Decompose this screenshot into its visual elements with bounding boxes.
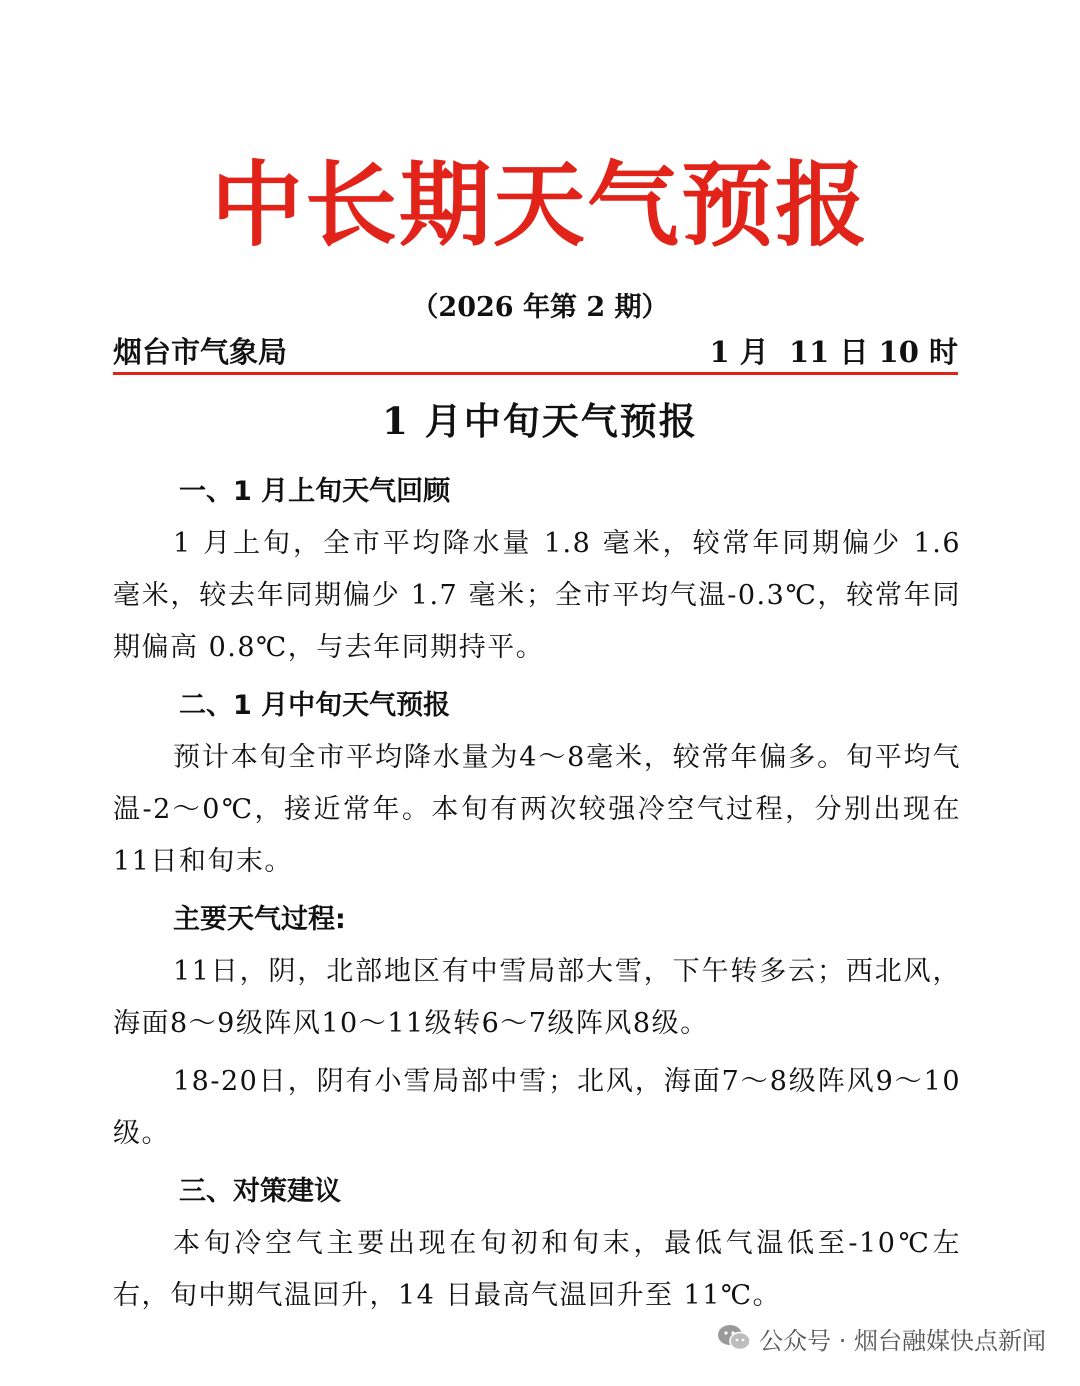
section-heading-advice: 三、对策建议 <box>179 1176 341 1207</box>
issue-number: （2026 年第 2 期） <box>411 292 669 323</box>
process-paragraph-1: 11日，阴，北部地区有中雪局部大雪，下午转多云；西北风，海面8～9级阵风10～11级转6～7级阵风8级。 <box>113 956 961 1039</box>
header-info-row <box>113 330 958 370</box>
wechat-icon <box>717 1323 751 1353</box>
section-heading-process: 主要天气过程: <box>173 904 346 935</box>
section-heading-review: 一、1 月上旬天气回顾 <box>179 476 451 507</box>
watermark-text: 公众号 · 烟台融媒快点新闻 <box>759 1326 1046 1355</box>
document-body <box>113 466 961 1322</box>
section-heading-forecast: 二、1 月中旬天气预报 <box>179 690 451 721</box>
document-title: 1 月中旬天气预报 <box>382 399 698 443</box>
issue-time: 1 月 11 日 10 时 <box>709 334 958 369</box>
watermark <box>717 1316 1046 1360</box>
process-paragraph-2: 18-20日，阴有小雪局部中雪；北风，海面7～8级阵风9～10级。 <box>113 1066 961 1149</box>
forecast-paragraph: 预计本旬全市平均降水量为4～8毫米，较常年偏多。旬平均气温-2～0℃，接近常年。本旬有两次较强冷空气过程，分别出现在11日和旬末。 <box>113 742 961 877</box>
review-paragraph: 1 月上旬，全市平均降水量 1.8 毫米，较常年同期偏少 1.6 毫米，较去年同期偏少 1.7 毫米；全市平均气温-0.3℃，较常年同期偏高 0.8℃，与去年同期持平。 <box>113 528 961 663</box>
red-divider-line <box>113 372 958 375</box>
issuing-organization: 烟台市气象局 <box>113 334 288 369</box>
advice-paragraph: 本旬冷空气主要出现在旬初和旬末，最低气温低至-10℃左右，旬中期气温回升，14 日最高气温回升至 11℃。 <box>113 1228 961 1311</box>
masthead-title: 中长期天气预报 <box>210 151 869 259</box>
